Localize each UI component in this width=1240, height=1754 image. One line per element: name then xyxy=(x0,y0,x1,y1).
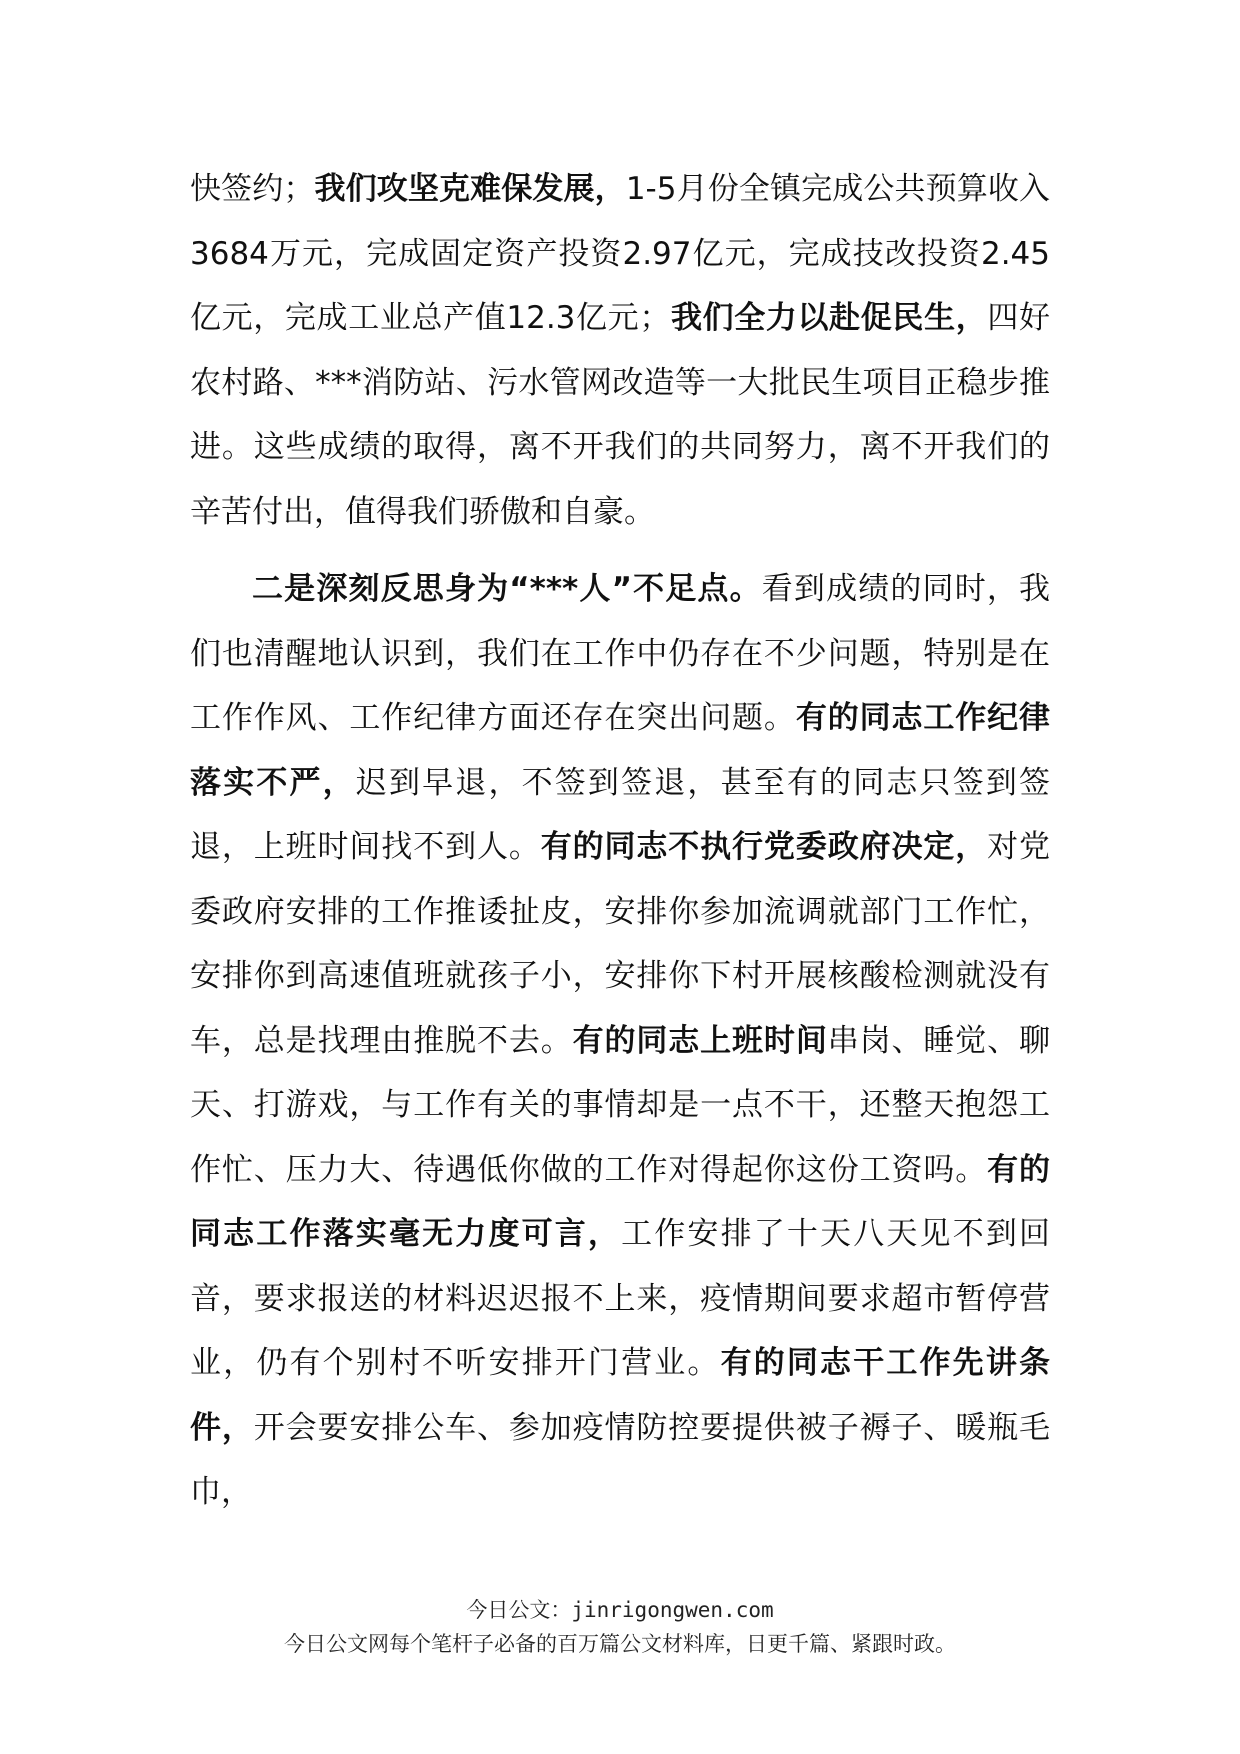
text-segment: 快签约； xyxy=(190,171,315,207)
text-segment: 工作安排了十天八天见不到回音，要求报送的材料迟迟报不上来，疫情期间要求超市暂停营业，仍有个别村不听安排开门营业。 xyxy=(190,1216,1051,1381)
bold-heading-segment: 有的同志不执行党委政府决定， xyxy=(540,829,988,865)
bold-heading-segment: 有的同志干工作先讲条件， xyxy=(190,1345,1051,1446)
bold-heading-segment: 有的同志工作落实毫无力度可言， xyxy=(190,1151,1051,1252)
bold-heading-segment: 有的同志上班时间 xyxy=(572,1022,828,1059)
text-segment: 串岗、睡觉、聊天、打游戏，与工作有关的事情却是一点不干，还整天抱怨工作忙、压力大、待遇低你做的工作对得起你这份工资吗。 xyxy=(190,1022,1051,1188)
document-body xyxy=(190,157,1050,1525)
footer-site-url[interactable]: jinrigongwen.com xyxy=(571,1598,774,1622)
text-segment: 1-5月份全镇完成公共预算收入3684万元，完成固定资产投资2.97亿元，完成技改投资2.45亿元，完成工业总产值12.3亿元； xyxy=(190,171,1050,336)
text-segment: 迟到早退，不签到签退，甚至有的同志只签到签退，上班时间找不到人。 xyxy=(190,764,1051,865)
text-segment: 对党委政府安排的工作推诿扯皮，安排你参加流调就部门工作忙，安排你到高速值班就孩子小，安排你下村开展核酸检测就没有车，总是找理由推脱不去。 xyxy=(190,829,1051,1059)
footer-slogan: 今日公文网每个笔杆子必备的百万篇公文材料库，日更千篇、紧跟时政。 xyxy=(284,1632,956,1656)
paragraph-reflection xyxy=(190,557,1050,1525)
text-segment: 开会要安排公车、参加疫情防控要提供被子褥子、暖瓶毛巾， xyxy=(190,1409,1051,1510)
bold-heading-segment: 有的同志工作纪律落实不严， xyxy=(190,700,1051,801)
footer-site-line xyxy=(0,1594,1240,1624)
text-segment: 四好农村路、***消防站、污水管网改造等一大批民生项目正稳步推进。这些成绩的取得，离不开我们的共同努力，离不开我们的辛苦付出，值得我们骄傲和自豪。 xyxy=(190,300,1050,530)
bold-heading-segment: 我们攻坚克难保发展， xyxy=(314,171,626,207)
footer-site-label: 今日公文： xyxy=(466,1598,572,1622)
paragraph-achievements xyxy=(190,157,1050,544)
bold-heading-segment: 我们全力以赴促民生， xyxy=(670,300,988,336)
section-heading: 二是深刻反思身为“***人”不足点。 xyxy=(252,571,762,607)
text-segment: 看到成绩的同时，我们也清醒地认识到，我们在工作中仍存在不少问题，特别是在工作作风、工作纪律方面还存在突出问题。 xyxy=(190,571,1051,736)
